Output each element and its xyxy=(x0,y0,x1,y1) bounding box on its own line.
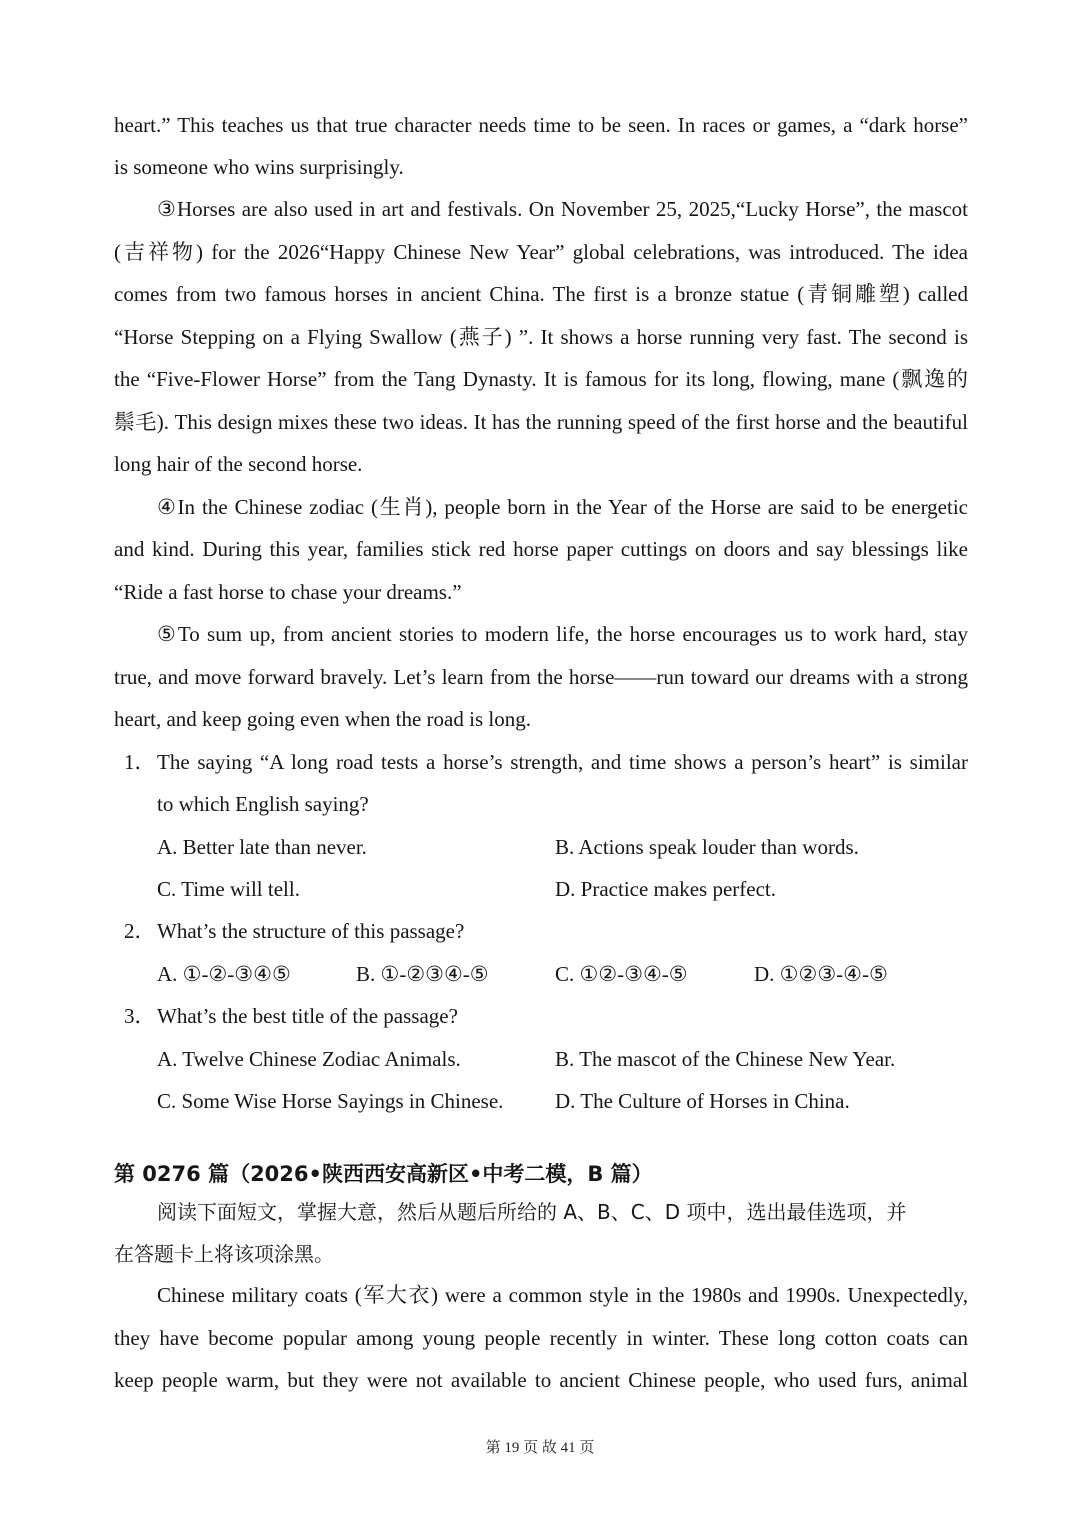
question-number: 2． xyxy=(124,919,156,943)
question-number: 3． xyxy=(124,1004,156,1028)
paragraph-3-line: (吉祥物) for the 2026“Happy Chinese New Year” global celebrations, was introduced. The idea xyxy=(114,240,968,264)
page-number: 第 19 页 故 41 页 xyxy=(485,1440,595,1456)
paragraph-3-line: “Horse Stepping on a Flying Swallow (燕子) ”. It shows a horse running very fast. The second is xyxy=(114,325,968,349)
question-text: What’s the best title of the passage? xyxy=(157,1004,458,1028)
option-d: D. ①②③-④-⑤ xyxy=(754,962,888,986)
option-a: A. ①-②-③④⑤ xyxy=(157,962,291,986)
question-number: 1． xyxy=(124,750,156,774)
option-d: D. The Culture of Horses in China. xyxy=(555,1089,850,1113)
passage-b-line: they have become popular among young people recently in winter. These long cotton coats can xyxy=(114,1326,968,1350)
section-header: 第 0276 篇（2026•陕西西安高新区•中考二模，B 篇） xyxy=(114,1162,653,1186)
option-c: C. Time will tell. xyxy=(157,877,300,901)
paragraph-4-line: “Ride a fast horse to chase your dreams.” xyxy=(114,580,462,604)
paragraph-5-line: true, and move forward bravely. Let’s learn from the horse——run toward our dreams with a strong xyxy=(114,665,968,689)
paragraph-3-line: ③Horses are also used in art and festivals. On November 25, 2025,“Lucky Horse”, the mascot xyxy=(157,197,968,221)
option-a: A. Better late than never. xyxy=(157,835,367,859)
question-text: to which English saying? xyxy=(157,792,369,816)
passage-b-line: Chinese military coats (军大衣) were a common style in the 1980s and 1990s. Unexpectedly, xyxy=(157,1283,968,1307)
option-b: B. The mascot of the Chinese New Year. xyxy=(555,1047,896,1071)
question-text: The saying “A long road tests a horse’s strength, and time shows a person’s heart” is similar xyxy=(157,750,968,774)
option-d: D. Practice makes perfect. xyxy=(555,877,776,901)
paragraph-4-line: and kind. During this year, families stick red horse paper cuttings on doors and say blessings like xyxy=(114,537,968,561)
option-b: B. Actions speak louder than words. xyxy=(555,835,859,859)
question-text: What’s the structure of this passage? xyxy=(157,919,465,943)
paragraph-line: heart.” This teaches us that true character needs time to be seen. In races or games, a “dark horse” xyxy=(114,113,968,137)
instruction-line: 阅读下面短文，掌握大意，然后从题后所给的 A、B、C、D 项中，选出最佳选项，并 xyxy=(157,1200,907,1224)
paragraph-line: is someone who wins surprisingly. xyxy=(114,155,404,179)
instruction-line: 在答题卡上将该项涂黑。 xyxy=(114,1242,334,1266)
paragraph-3-line: long hair of the second horse. xyxy=(114,452,363,476)
paragraph-3-line: comes from two famous horses in ancient China. The first is a bronze statue (青铜雕塑) called xyxy=(114,282,968,306)
option-b: B. ①-②③④-⑤ xyxy=(356,962,489,986)
paragraph-4-line: ④In the Chinese zodiac (生肖), people born in the Year of the Horse are said to be energetic xyxy=(157,495,968,519)
option-c: C. ①②-③④-⑤ xyxy=(555,962,688,986)
paragraph-3-line: 鬃毛). This design mixes these two ideas. It has the running speed of the first horse and the beautiful xyxy=(114,410,968,434)
paragraph-5-line: ⑤To sum up, from ancient stories to modern life, the horse encourages us to work hard, stay xyxy=(157,622,968,646)
passage-b-line: keep people warm, but they were not available to ancient Chinese people, who used furs, animal xyxy=(114,1368,968,1392)
paragraph-5-line: heart, and keep going even when the road is long. xyxy=(114,707,531,731)
paragraph-3-line: the “Five-Flower Horse” from the Tang Dynasty. It is famous for its long, flowing, mane (飘逸的 xyxy=(114,367,968,391)
option-a: A. Twelve Chinese Zodiac Animals. xyxy=(157,1047,461,1071)
option-c: C. Some Wise Horse Sayings in Chinese. xyxy=(157,1089,504,1113)
